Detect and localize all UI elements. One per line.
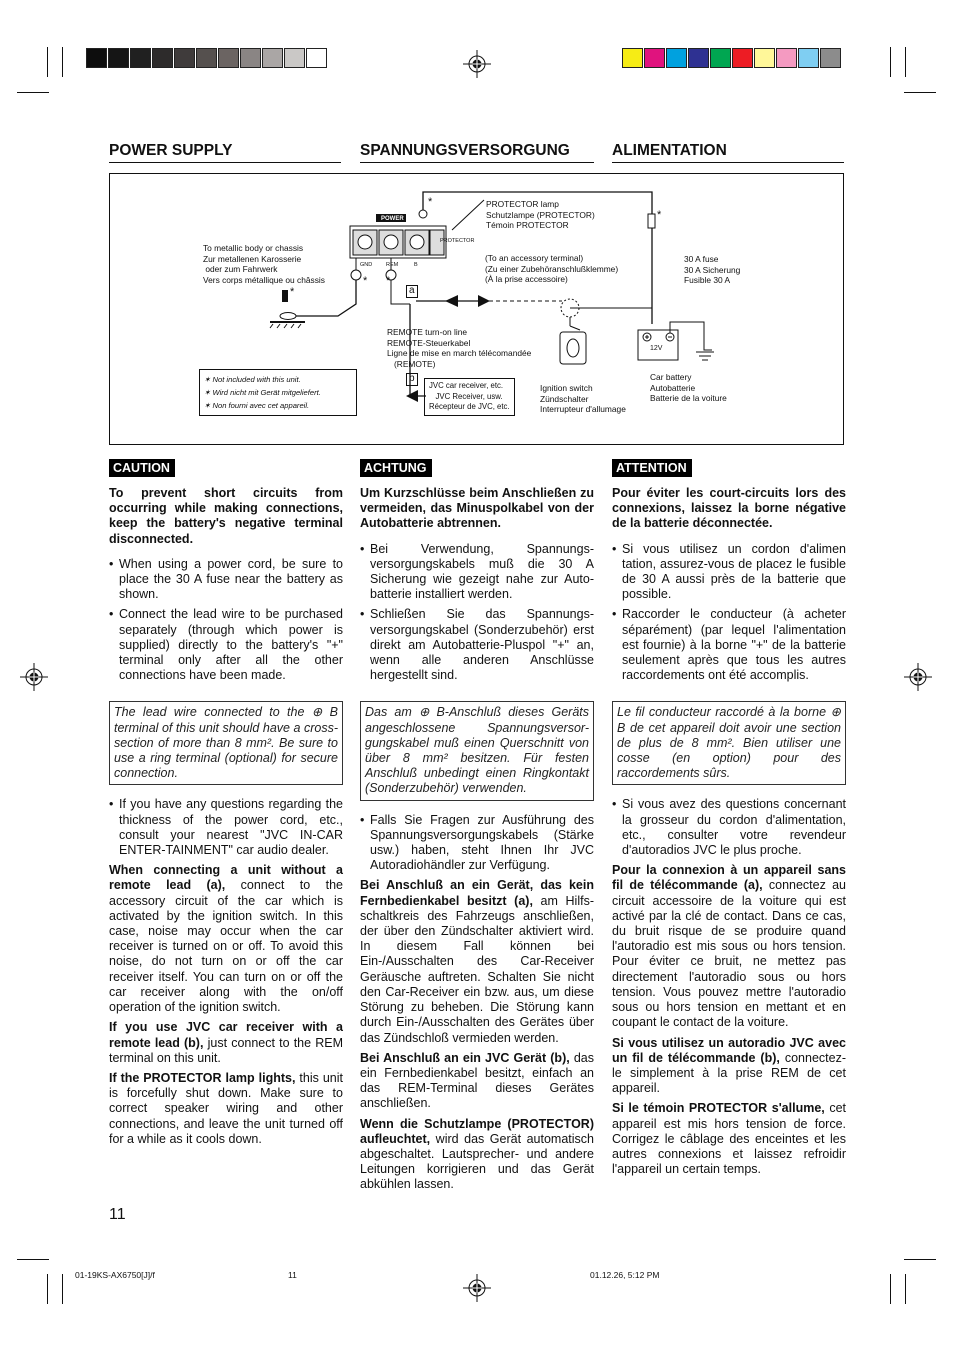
gray-swatch [306,48,327,68]
remote-line-label: REMOTE turn-on line REMOTE-Steuerkabel Ligne de mise en march télécomandée (REMOTE) [387,327,532,369]
asterisk: * [428,196,433,208]
column-german [360,486,594,1198]
label-a: a [406,285,418,298]
bullet-item: • Bei Verwendung, Spannungs-versorgungskabels muß die 30 A Sicherung wie gezeigt nahe zur Auto-batterie installiert werden. [360,542,594,603]
rem-label: REM [386,262,399,268]
asterisk: * [657,209,662,221]
crop-mark [62,47,63,77]
crop-mark [905,47,906,77]
paragraph: Bei Anschluß an ein JVC Gerät (b), das ein Fernbedienkabel besitzt, einfach an das REM-Terminal dieses Gerätes anschließen. [360,1050,594,1111]
asterisk: * [290,286,295,298]
paragraph: Pour la connexion à un appareil sans fil de télécommande (a), connectez au circuit accessoire de la voiture qui est activé par la clé de contact. Dans ce cas, du bruit risque de se produire quand l'autoradio est mis sous ou hors tension. Pour éviter ce bruit, ne mettez pas directement l'autoradio sous ou hors tension. Vous pouvez mettre l'autoradio sous ou hors tension en mettant et en coupant le contact de la voiture. [612,863,846,1030]
intro-text: Um Kurzschlüsse beim Anschließen zu vermeiden, das Minuspolkabel von der Autobatterie abtrennen. [360,486,594,531]
crop-mark [890,47,891,77]
color-swatch [644,48,665,68]
registration-mark-icon [904,663,932,691]
paragraph: If the PROTECTOR lamp lights, this unit is forcefully shut down. Make sure to correct speaker wiring and other connections, and leave the unit turned off for a while as it cools down. [109,1070,343,1146]
color-swatch [666,48,687,68]
intro-text: Pour éviter les court-circuits lors des connexions, laissez la borne négative de la batterie déconnectée. [612,486,846,531]
footer-left: 01-19KS-AX6750[J]/f [75,1270,155,1280]
heading-alimentation: ALIMENTATION [612,142,844,163]
gray-swatch [218,48,239,68]
intro-text: To prevent short circuits from occurring while making connections, keep the battery's negative terminal disconnected. [109,486,343,546]
jvc-receiver-box [424,378,515,416]
note-box: Das am ⊕ B-Anschluß dieses Geräts angeschlossene Spannungsversor-gungskabel muß einen Querschnitt von über 8 mm² besitzen. Für festen Anschluß unbedingt einen Ringkontakt (Sonderzubehör) verwenden. [360,701,594,800]
footer-right: 01.12.26, 5:12 PM [590,1270,660,1280]
registration-mark-icon [463,50,491,78]
color-swatch [732,48,753,68]
footnote-box [199,369,357,416]
bullet-item: • If you have any questions regarding the thickness of the power cord, etc., consult your nearest "JVC IN-CAR ENTER-TAINMENT" car audio dealer. [109,797,343,858]
accessory-label: (To an accessory terminal) (Zu einer Zubehöranschlußklemme) (À la prise accessoire) [485,253,619,284]
gray-swatch [262,48,283,68]
gray-swatch [284,48,305,68]
paragraph: Bei Anschluß an ein Gerät, das kein Fernbedienkabel besitzt (a), am Hilfs-schaltkreis des Fahrzeugs anschließen, der über den Zündschalter aktiviert wird. In diesem Fall können bei Ein-/Ausschalten des Car-Receiver Geräusche auftreten. Schalten Sie nicht den Car-Receiver ein bzw. aus, um diese Störung zu beheben. Die Störung kann durch Ein-/Ausschalten des Gerätes über das Zündschloß vermieden werden. [360,878,594,1045]
gray-swatch [240,48,261,68]
column-english [109,486,343,1152]
gray-swatch [108,48,129,68]
twelve-v-label: 12V [650,345,663,352]
crop-mark [47,47,48,77]
color-swatch [798,48,819,68]
crop-mark [890,1274,891,1304]
crop-mark [62,1274,63,1304]
crop-mark [47,1274,48,1304]
caution-label: CAUTION [109,459,175,477]
color-swatch [776,48,797,68]
bullet-item: • Si vous utilisez un cordon d'alimen tation, assurez-vous de placez le fusible de 30 A aussi près de la batterie que possible. [612,542,846,603]
bullet-item: • Schließen Sie das Spannungs-versorgungskabel (Sonderzubehör) erst direkt am Autobatterie-Pluspol "+" an, wenn alle anderen Anschlüsse hergestellt sind. [360,607,594,683]
bullet-item: • Falls Sie Fragen zur Ausführung des Spannungsversorgungskabels (Stärke usw.) haben, steht Ihnen Ihr JVC Autoradiohändler zur Verfügung. [360,813,594,874]
gray-swatch [196,48,217,68]
crop-mark [17,92,49,93]
footnote-line: ✶ Not included with this unit. [204,375,301,384]
note-box: Le fil conducteur raccordé à la borne ⊕ B de cet appareil doit avoir une section de plus de 8 mm². Bien utiliser une cosse (en option) pour des raccordements sûrs. [612,701,846,785]
paragraph: Si le témoin PROTECTOR s'allume, cet appareil est mis hors tension de force. Corrigez le câblage des enceintes et les autres connexions et laissez refroidir l'appareil un certain temps. [612,1101,846,1177]
registration-mark-icon [20,663,48,691]
protector-lamp-label: PROTECTOR lamp Schutzlampe (PROTECTOR) Témoin PROTECTOR [486,199,595,230]
jvc-receiver-label: JVC car receiver, etc. JVC Receiver, usw. Récepteur de JVC, etc. [429,381,510,411]
metal-body-label: To metallic body or chassis Zur metallenen Karosserie oder zum Fahrwerk Vers corps métallique ou châssis [203,243,325,285]
label-b: b [406,373,418,386]
gnd-label: GND [360,262,373,268]
heading-spannungsversorgung: SPANNUNGSVERSORGUNG [360,142,594,163]
paragraph: Si vous utilisez un autoradio JVC avec un fil de télécommande (b), connectez-le simplement à la prise REM de cet appareil. [612,1035,847,1096]
color-swatch [710,48,731,68]
protector-small-label: PROTECTOR [440,238,475,244]
note-box: The lead wire connected to the ⊕ B terminal of this unit should have a cross-section of more than 8 mm². Be sure to use a ring terminal (optional) for secure connection. [109,701,343,785]
heading-power-supply: POWER SUPPLY [109,142,341,163]
paragraph: If you use JVC car receiver with a remote lead (b), just connect to the REM terminal on this unit. [109,1020,343,1065]
bullet-item: • Raccorder le conducteur (à acheter séparément) (par lequel l'alimentation est fournie) à la borne "+" de la batterie seulement après que tous les autres raccordements ont été accomplis. [612,607,846,683]
ignition-label: Ignition switch Zündschalter Interrupteur d'allumage [540,383,626,414]
bullet-item: • When using a power cord, be sure to place the 30 A fuse near the battery as shown. [109,557,343,603]
paragraph: Wenn die Schutzlampe (PROTECTOR) aufleuchtet, wird das Gerät automatisch abgeschaltet. Lautsprecher- und andere Leitungen korrigieren und das Gerät abkühlen lassen. [360,1116,594,1192]
power-label: POWER [381,216,404,222]
color-swatch [820,48,841,68]
asterisk: * [363,275,368,287]
bullet-item: • Connect the lead wire to be purchased separately (through which power is supplied) directly to the battery's "+" terminal only after all the other connections have been made. [109,607,343,683]
page-number: 11 [109,1206,126,1223]
wiring-diagram [109,173,844,445]
registration-mark-icon [463,1274,491,1302]
fuse-label: 30 A fuse 30 A Sicherung Fusible 30 A [684,254,741,285]
crop-mark [904,1259,936,1260]
color-swatch [622,48,643,68]
battery-label: Car battery Autobatterie Batterie de la voiture [650,372,727,403]
paragraph: When connecting a unit without a remote lead (a), connect to the accessory circuit of the car which is activated by the ignition switch. In this case, noise may occur when the car receiver is turned on or off. To avoid this noise, do not turn on or off the car receiver itself. You can turn on or off the car receiver along with the on/off operation of the ignition switch. [109,863,343,1015]
crop-mark [904,92,936,93]
color-swatch [754,48,775,68]
b-terminal-label: B [414,262,418,268]
footer-center: 11 [288,1270,297,1280]
column-french [612,486,846,1182]
attention-label: ATTENTION [612,459,692,477]
footnote-line: ✶ Wird nicht mit Gerät mitgeliefert. [204,388,321,397]
footnote-line: ✶ Non fourni avec cet appareil. [204,401,310,410]
gray-swatch [130,48,151,68]
gray-swatch [152,48,173,68]
crop-mark [17,1259,49,1260]
bullet-item: • Si vous avez des questions concernant la grosseur du cordon d'alimentation, etc., consulter votre revendeur d'autoradios JVC le plus proche. [612,797,846,858]
gray-swatch [86,48,107,68]
gray-swatch [174,48,195,68]
achtung-label: ACHTUNG [360,459,432,477]
color-swatch [688,48,709,68]
asterisk: * [386,275,391,287]
crop-mark [905,1274,906,1304]
